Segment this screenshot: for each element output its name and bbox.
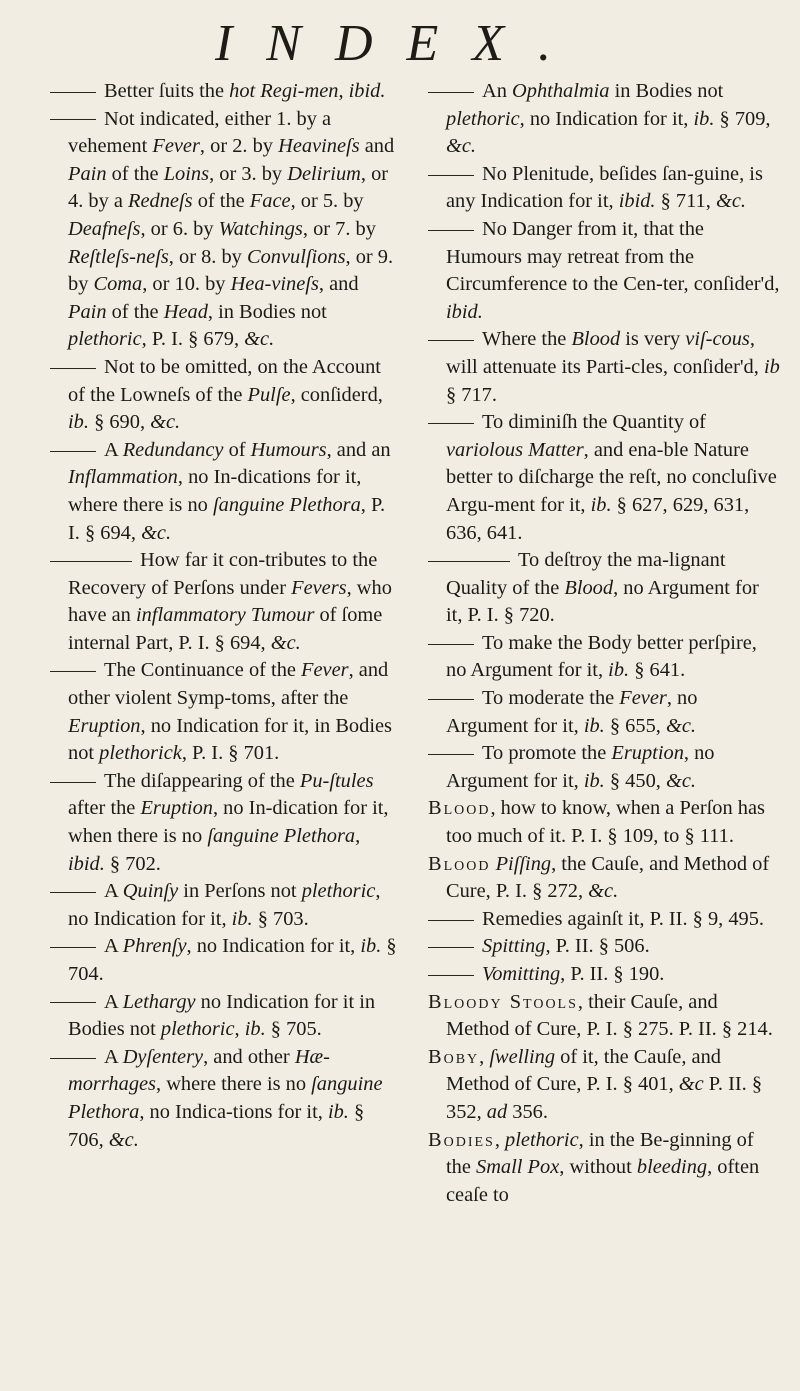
index-entry: [428, 216, 780, 326]
ditto-dash: [428, 230, 474, 231]
ditto-dash: [428, 423, 474, 424]
entry-text: Blood Piſſing, the Cauſe, and Method of Cure, P. I. § 272, &c.: [428, 852, 770, 903]
ditto-dash: [50, 947, 96, 948]
left-column: [50, 78, 402, 1154]
index-entry: [428, 78, 780, 161]
index-entry: [428, 740, 780, 795]
index-entry: [50, 768, 402, 878]
ditto-dash: [50, 892, 96, 893]
index-entry: [50, 933, 402, 988]
ditto-dash: [428, 975, 474, 976]
entry-text: Vomitting, P. II. § 190.: [482, 963, 665, 985]
ditto-dash: [50, 92, 96, 93]
ditto-dash: [50, 119, 96, 120]
index-entry: [50, 547, 402, 657]
entry-text: A Redundancy of Humours, and an Inflammation, no In-dications for it, where there is no ſanguine Plethora, P. I. § 694, &c.: [68, 438, 391, 544]
ditto-dash: [428, 920, 474, 921]
index-entry: [428, 989, 780, 1044]
index-entry: [50, 878, 402, 933]
index-entry: [50, 78, 402, 106]
index-entry: [428, 1127, 780, 1210]
ditto-dash: [50, 671, 96, 672]
entry-text: Better ſuits the hot Regi-men, ibid.: [104, 80, 386, 102]
ditto-dash: [50, 451, 96, 452]
entry-text: Not indicated, either 1. by a vehement Fever, or 2. by Heavineſs and Pain of the Loins, or 3. by Delirium, or 4. by a Redneſs of the Face, or 5. by Deafneſs, or 6. by Watchings, or 7. by Reſtleſs-neſs, or 8. by Convulſions, or 9. by Coma, or 10. by Hea-vineſs, and Pain of the Head, in Bodies not plethoric, P. I. § 679, &c.: [68, 107, 395, 351]
index-entry: [428, 933, 780, 961]
entry-text: How far it con-tributes to the Recovery of Perſons under Fevers, who have an inflammatory Tumour of ſome internal Part, P. I. § 694, &c.: [68, 549, 392, 654]
index-entry: [428, 161, 780, 216]
ditto-dash: [428, 561, 510, 562]
entry-text: Boby, ſwelling of it, the Cauſe, and Method of Cure, P. I. § 401, &c P. II. § 352, ad 356.: [428, 1045, 763, 1123]
index-entry: [50, 354, 402, 437]
index-entry: [428, 851, 780, 906]
entry-text: A Quinſy in Perſons not plethoric, no Indication for it, ib. § 703.: [68, 880, 381, 930]
entry-text: To deſtroy the ma-lignant Quality of the Blood, no Argument for it, P. I. § 720.: [446, 549, 759, 627]
index-entry: [50, 1044, 402, 1154]
ditto-dash: [50, 561, 132, 562]
ditto-dash: [428, 947, 474, 948]
ditto-dash: [428, 175, 474, 176]
entry-text: No Plenitude, beſides ſan-guine, is any Indication for it, ibid. § 711, &c.: [446, 162, 763, 213]
entry-text: A Phrenſy, no Indication for it, ib. § 704.: [68, 935, 397, 985]
ditto-dash: [50, 1002, 96, 1003]
ditto-dash: [428, 340, 474, 341]
entry-text: Blood, how to know, when a Perſon has too much of it. P. I. § 109, to § 111.: [428, 797, 765, 848]
ditto-dash: [50, 782, 96, 783]
index-entry: [50, 106, 402, 354]
index-entry: [428, 795, 780, 850]
ditto-dash: [428, 644, 474, 645]
entry-text: To promote the Eruption, no Argument for it, ib. § 450, &c.: [446, 742, 715, 792]
index-entry: [428, 1044, 780, 1127]
ditto-dash: [50, 368, 96, 369]
index-entry: [428, 547, 780, 630]
entry-text: To diminiſh the Quantity of variolous Matter, and ena-ble Nature better to diſcharge the reſt, no concluſive Argu-ment for it, ib. § 627, 629, 631, 636, 641.: [446, 411, 777, 544]
entry-text: To make the Body better perſpire, no Argument for it, ib. § 641.: [446, 631, 757, 682]
entry-text: Bloody Stools, their Cauſe, and Method of Cure, P. I. § 275. P. II. § 214.: [428, 990, 773, 1041]
right-column: [428, 78, 780, 1209]
entry-text: A Lethargy no Indication for it in Bodies not plethoric, ib. § 705.: [68, 990, 376, 1041]
index-entry: [50, 657, 402, 767]
index-entry: [428, 906, 780, 934]
entry-text: To moderate the Fever, no Argument for it, ib. § 655, &c.: [446, 687, 698, 737]
entry-text: A Dyſentery, and other Hæ-morrhages, where there is no ſanguine Plethora, no Indica-tions for it, ib. § 706, &c.: [68, 1045, 383, 1151]
entry-text: An Ophthalmia in Bodies not plethoric, no Indication for it, ib. § 709, &c.: [446, 80, 771, 158]
entry-text: Not to be omitted, on the Account of the Lowneſs of the Pulſe, conſiderd, ib. § 690, &c.: [68, 355, 383, 434]
entry-text: No Danger from it, that the Humours may retreat from the Circumference to the Cen-ter, conſider'd, ibid.: [446, 217, 780, 323]
entry-text: The Continuance of the Fever, and other violent Symp-toms, after the Eruption, no Indication for it, in Bodies not plethorick, P. I. § 701.: [68, 659, 392, 765]
entry-text: Where the Blood is very viſ-cous, will attenuate its Parti-cles, conſider'd, ib § 717.: [446, 328, 780, 406]
index-entry: [428, 409, 780, 547]
index-entry: [428, 630, 780, 685]
index-entry: [428, 685, 780, 740]
entry-text: The diſappearing of the Pu-ſtules after the Eruption, no In-dication for it, when there is no ſanguine Plethora, ibid. § 702.: [68, 769, 389, 875]
index-entry: [50, 437, 402, 547]
entry-text: Bodies, plethoric, in the Be-ginning of the Small Pox, without bleeding, often ceaſe to: [428, 1128, 760, 1206]
ditto-dash: [428, 754, 474, 755]
ditto-dash: [428, 699, 474, 700]
index-entry: [428, 326, 780, 409]
ditto-dash: [428, 92, 474, 93]
index-entry: [50, 989, 402, 1044]
page-header: INDEX.: [214, 15, 586, 72]
entry-text: Spitting, P. II. § 506.: [482, 935, 650, 958]
ditto-dash: [50, 1058, 96, 1059]
index-entry: [428, 961, 780, 989]
entry-text: Remedies againſt it, P. II. § 9, 495.: [482, 907, 765, 930]
